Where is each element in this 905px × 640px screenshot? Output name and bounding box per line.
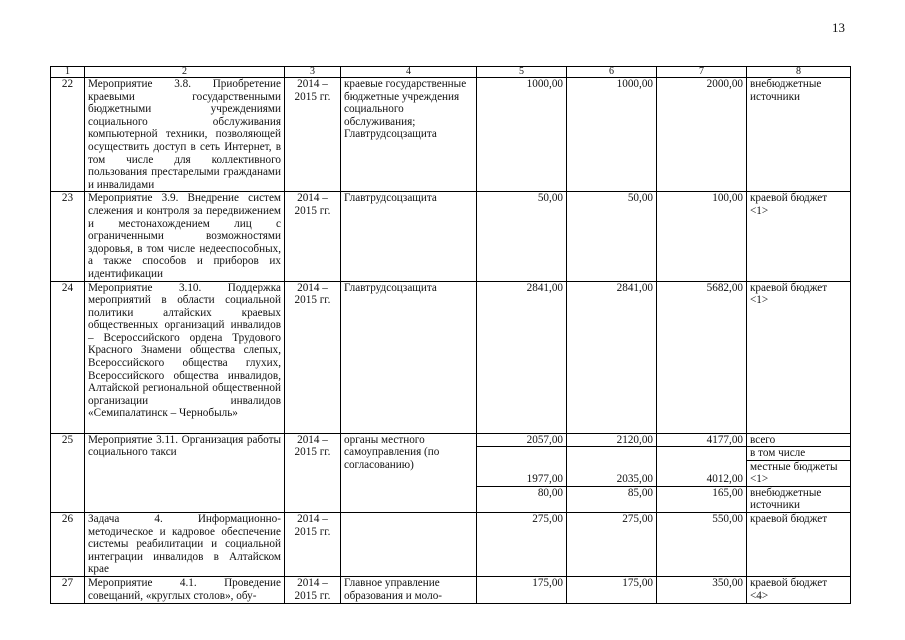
amount-2014: 1977,00 [477, 447, 567, 487]
funding-source: местные бюджеты <1> [747, 460, 851, 486]
table-row [51, 281, 851, 433]
amount-2015: 2035,00 [567, 447, 657, 487]
amount-total: 550,00 [657, 513, 747, 577]
measure-name: Мероприятие 3.10. Поддержка мероприятий в области социальной политики алтайских краевых общественных организаций инвалидов – Всероссийского ордена Трудового Красного Знамени общества слепых, Всероссийского общества глухих, Всероссийского общества инвалидов, Алтайской региональной общественной организации инвалидов «Семипалатинск – Чернобыль» [85, 281, 285, 433]
amount-2014: 50,00 [477, 192, 567, 281]
row-number: 25 [51, 433, 85, 513]
row-number: 23 [51, 192, 85, 281]
table-row [51, 433, 851, 447]
amount-total: 350,00 [657, 577, 747, 604]
page-number: 13 [832, 20, 845, 35]
period: 2014 – 2015 гг. [285, 192, 341, 281]
table-row [51, 577, 851, 604]
amount-total: 165,00 [657, 486, 747, 512]
amount-2014: 80,00 [477, 486, 567, 512]
amount-total: 4012,00 [657, 447, 747, 487]
row-number: 24 [51, 281, 85, 433]
task-name: Задача 4. Информационно-методическое и кадровое обеспечение системы реабилитации и социальной интеграции инвалидов в Алтайском крае [85, 513, 285, 577]
amount-2015: 2120,00 [567, 433, 657, 447]
funding-source: краевой бюджет [747, 513, 851, 577]
col-header-6: 6 [567, 67, 657, 78]
amount-total: 5682,00 [657, 281, 747, 433]
period: 2014 – 2015 гг. [285, 513, 341, 577]
amount-2014: 2057,00 [477, 433, 567, 447]
table-row [51, 513, 851, 577]
period: 2014 – 2015 гг. [285, 281, 341, 433]
amount-2014: 175,00 [477, 577, 567, 604]
col-header-3: 3 [285, 67, 341, 78]
measure-name: Мероприятие 3.8. Приобретение краевыми государственными бюджетными учреждениями социального обслуживания компьютерной техники, позволяющей осуществить доступ в сеть Интернет, в том числе для коллективного пользования престарелыми гражданами и инвалидами [85, 78, 285, 192]
funding-source: в том числе [747, 447, 851, 461]
amount-total: 4177,00 [657, 433, 747, 447]
row-number: 27 [51, 577, 85, 604]
amount-2014: 2841,00 [477, 281, 567, 433]
funding-source: краевой бюджет <1> [747, 192, 851, 281]
amount-2015: 175,00 [567, 577, 657, 604]
period: 2014 – 2015 гг. [285, 433, 341, 513]
program-measures-table [50, 66, 851, 604]
row-number: 26 [51, 513, 85, 577]
executor: органы местного самоуправления (по согласованию) [341, 433, 477, 513]
executor: Главтрудсоцзащита [341, 281, 477, 433]
amount-2015: 2841,00 [567, 281, 657, 433]
col-header-2: 2 [85, 67, 285, 78]
period: 2014 – 2015 гг. [285, 577, 341, 604]
funding-source: всего [747, 433, 851, 447]
measure-name: Мероприятие 3.9. Внедрение систем слежения и контроля за передвижением и местонахождением лиц с ограниченными возможностями здоровья, в том числе недееспособных, а также способов и приборов их идентификации [85, 192, 285, 281]
table-row [51, 192, 851, 281]
executor: краевые государственные бюджетные учреждения социального обслуживания; Главтрудсоцзащита [341, 78, 477, 192]
col-header-1: 1 [51, 67, 85, 78]
funding-source: внебюджетные источники [747, 78, 851, 192]
amount-2014: 1000,00 [477, 78, 567, 192]
col-header-7: 7 [657, 67, 747, 78]
funding-source: краевой бюджет <1> [747, 281, 851, 433]
measure-name: Мероприятие 3.11. Организация работы социального такси [85, 433, 285, 513]
amount-total: 2000,00 [657, 78, 747, 192]
amount-2015: 50,00 [567, 192, 657, 281]
column-number-row [51, 67, 851, 78]
table-row [51, 78, 851, 192]
col-header-8: 8 [747, 67, 851, 78]
executor [341, 513, 477, 577]
funding-source: внебюджетные источники [747, 486, 851, 512]
amount-2015: 275,00 [567, 513, 657, 577]
row-number: 22 [51, 78, 85, 192]
amount-2015: 1000,00 [567, 78, 657, 192]
period: 2014 – 2015 гг. [285, 78, 341, 192]
funding-source: краевой бюджет <4> [747, 577, 851, 604]
amount-2015: 85,00 [567, 486, 657, 512]
col-header-4: 4 [341, 67, 477, 78]
amount-total: 100,00 [657, 192, 747, 281]
executor: Главное управление образования и моло- [341, 577, 477, 604]
executor: Главтрудсоцзащита [341, 192, 477, 281]
measure-name: Мероприятие 4.1. Проведение совещаний, «круглых столов», обу- [85, 577, 285, 604]
amount-2014: 275,00 [477, 513, 567, 577]
col-header-5: 5 [477, 67, 567, 78]
